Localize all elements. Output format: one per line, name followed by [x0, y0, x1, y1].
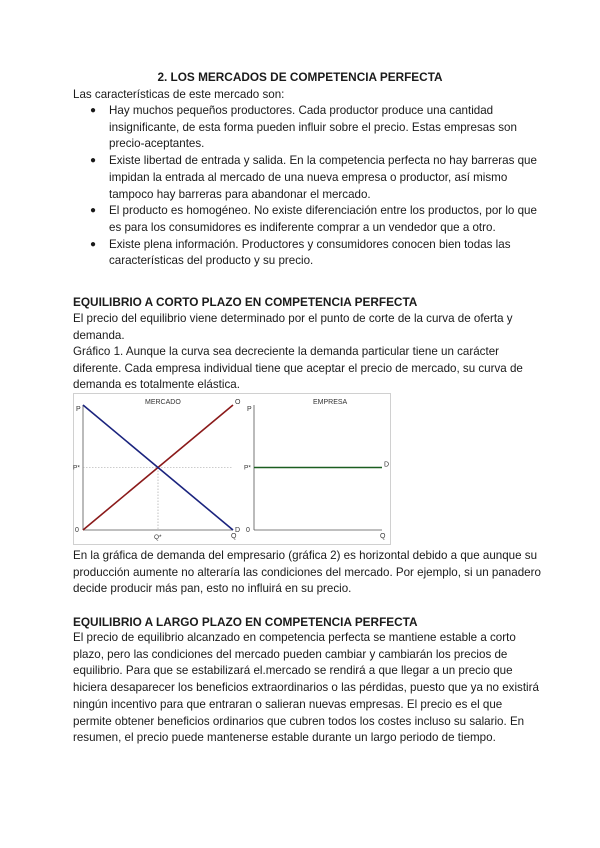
list-item: ● Existe libertad de entrada y salida. En la competencia perfecta no hay barreras que impidan la entrada al mercado de una nueva empresa o productor, así mismo tampoco hay barreras para abandonar el mercado. — [90, 154, 537, 201]
characteristics-list — [73, 103, 543, 270]
chart-title: EMPRESA — [313, 399, 348, 406]
bullet-icon: ● — [90, 238, 97, 250]
origin-label: 0 — [246, 527, 250, 534]
chart-title: MERCADO — [145, 399, 181, 406]
section-heading-long-run: EQUILIBRIO A LARGO PLAZO EN COMPETENCIA PERFECTA — [73, 615, 418, 629]
page-title: 2. LOS MERCADOS DE COMPETENCIA PERFECTA — [157, 70, 443, 84]
paragraph: En la gráfica de demanda del empresario (gráfica 2) es horizontal debido a que aunque su producción aumente no alteraría las condiciones del mercado. Por ejemplo, si un panadero decide producir más pan, esto no influirá en su precio. — [73, 549, 541, 596]
bullet-icon: ● — [90, 205, 97, 217]
y-axis-label: P — [76, 406, 81, 413]
bullet-icon: ● — [90, 105, 97, 116]
price-label: P* — [244, 464, 251, 472]
paragraph: Gráfico 1. Aunque la curva sea decreciente la demanda particular tiene un carácter diferente. Cada empresa individual tiene que aceptar el precio de mercado, su curva de demanda es totalmente elástica. — [73, 345, 523, 392]
bullet-icon: ● — [90, 155, 97, 167]
origin-label: 0 — [75, 527, 79, 534]
y-axis-label: P — [247, 406, 252, 413]
chart-svg — [73, 393, 391, 545]
list-item: ● Hay muchos pequeños productores. Cada productor produce una cantidad insignificante, de esta forma pueden influir sobre el precio. Estas empresas son precio-aceptantes. — [90, 104, 517, 151]
series-label-d: D — [235, 527, 241, 534]
series-label-o: O — [235, 399, 241, 406]
intro-text: Las características de este mercado son: — [73, 88, 285, 101]
price-label: P* — [73, 464, 80, 472]
x-axis-label: Q — [231, 533, 237, 540]
paragraph: El precio del equilibrio viene determinado por el punto de corte de la curva de oferta y demanda. — [73, 312, 513, 342]
paragraph: El precio de equilibrio alcanzado en competencia perfecta se mantiene estable a corto plazo, pero las condiciones del mercado pueden cambiar y cambiarán los precios de equilibrio. Para que se estabilizará el.mercado se rendirá a que llegar a un precio que hiciera desaparecer los beneficios extraordinarios o las pérdidas, puesto que ya no existirá ningún incentivo para que entraran o salieran nuevas empresas. El precio es el que permite obtener beneficios ordinarios que cubren todos los costes incluso su salario. En resumen, el precio puede mantenerse estable durante un largo periodo de tiempo. — [73, 631, 539, 745]
equilibrium-chart — [73, 393, 391, 545]
x-axis-label: Q — [380, 533, 386, 540]
section-heading-short-run: EQUILIBRIO A CORTO PLAZO EN COMPETENCIA PERFECTA — [73, 295, 418, 309]
quantity-label: Q* — [154, 534, 162, 541]
chart-frame — [74, 394, 391, 545]
list-item: ● El producto es homogéneo. No existe diferenciación entre los productos, por lo que es para los consumidores es indiferente comprar a un vendedor que a otro. — [90, 204, 537, 234]
series-label-d: D — [384, 461, 390, 469]
list-item: ● Existe plena información. Productores y consumidores conocen bien todas las características del producto y su precio. — [90, 237, 511, 268]
